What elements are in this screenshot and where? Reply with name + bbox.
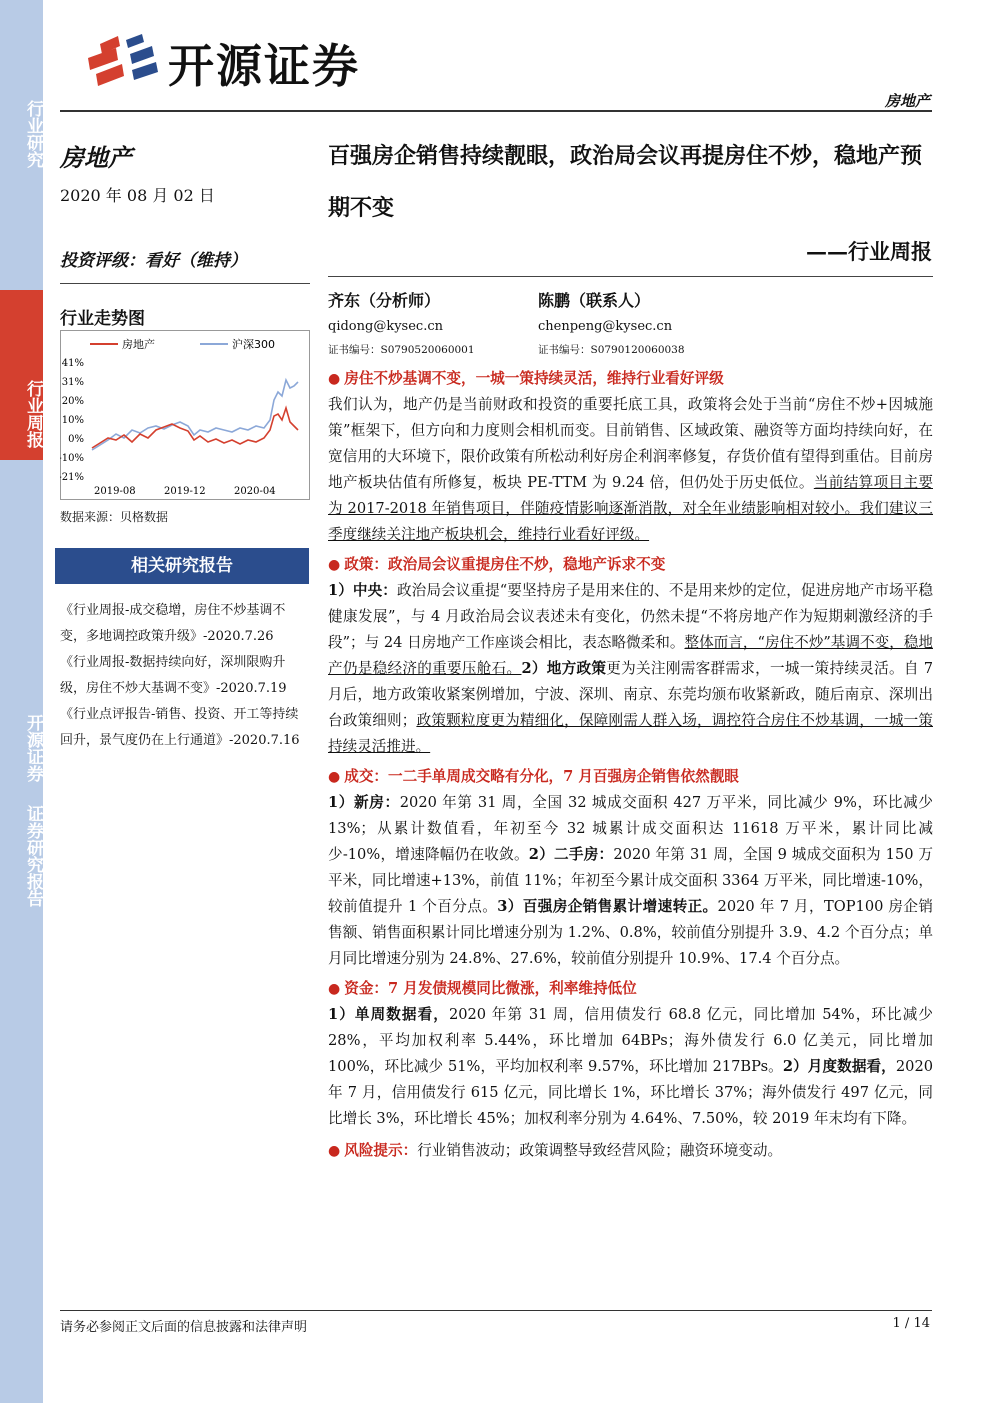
header-divider [60,110,932,112]
y-tick-label: 41% [61,358,84,369]
related-reports-title: 相关研究报告 [55,548,309,584]
report-date: 2020 年 08 月 02 日 [60,186,215,205]
sidebar-text-weekly: 行业周报 [23,380,43,448]
sidebar-text-research: 行业研究 [23,100,43,168]
rating-divider [60,283,310,284]
sidebar [0,0,43,1403]
analyst-cert: 证书编号：S0790120060038 [538,344,685,356]
series-line-estate [92,408,298,448]
bullet-icon: ● [328,371,341,387]
footer-divider [60,1310,932,1311]
analyst-cert: 证书编号：S0790520060001 [328,344,475,356]
y-tick-label: -10% [60,453,84,464]
analyst-name: 齐东（分析师） [328,291,441,310]
legend-label-hs300: 沪深300 [232,338,275,351]
related-report-item[interactable]: 《行业周报-成交稳增，房住不炒基调不变，多地调控政策升级》-2020.7.26 [60,603,286,644]
bullet-icon: ● [328,1143,341,1159]
related-reports-list [60,598,310,754]
section-heading: ● 资金：7 月发债规模同比微涨，利率维持低位 [328,980,637,997]
paragraph: 1）新房：2020 年第 31 周，全国 32 城成交面积 427 万平米，同比减少 9%，环比减少 13%；从累计数值看，年初至今 32 城累计成交面积达 11618 万平米，累计同比减少-10%，增速降幅仍在收敛。2）二手房：2020 年第 31 周，全国 9 城成交面积为 150 万平米，同比增速+13%，前值 11%；年初至今累计成交面积 3364 万平米，同比增速-10%，较前值提升 1 个百分点。3）百强房企销售累计增速转正。2020 年 7 月，TOP100 房企销售额、销售面积累计同比增速分别为 1.2%、0.8%，较前值分别提升 3.9、4.2 个百分点；单月同比增速分别为 24.8%、27.6%，较前值分别提升 10.9%、17.4 个百分点。 [328,794,933,967]
left-column [60,120,310,329]
related-report-item[interactable]: 《行业点评报告-销售、投资、开工等持续回升，景气度仍在上行通道》-2020.7.16 [60,707,300,748]
page-number: 1 / 14 [892,1316,930,1331]
analyst-name: 陈鹏（联系人） [538,291,651,310]
x-tick-label: 2020-04 [234,486,276,497]
y-tick-label: -21% [60,472,84,483]
report-title: 百强房企销售持续靓眼，政治局会议再提房住不炒，稳地产预期不变 [328,143,923,221]
industry-heading: 房地产 [60,143,132,172]
paragraph: 1）中央：政治局会议重提“要坚持房子是用来住的、不是用来炒的定位，促进房地产市场平稳健康发展”，与 4 月政治局会议表述未有变化，仍然未提“不将房地产作为短期刺激经济的手段”；与 24 日房地产工作座谈会相比，表态略微柔和。整体而言，“房住不炒”基调不变，稳地产仍是稳经济的重要压舱石。2）地方政策更为关注刚需客群需求，一城一策持续灵活。自 7 月后，地方政策收紧案例增加，宁波、深圳、南京、东莞均颁布收紧新政，随后南京、深圳出台政策细则；政策颗粒度更为精细化，保障刚需人群入场，调控符合房住不炒基调，一城一策持续灵活推进。 [328,582,934,755]
x-tick-label: 2019-12 [164,486,206,497]
section-heading: ● 成交：一二手单周成交略有分化，7 月百强房企销售依然靓眼 [328,768,739,785]
analyst-email[interactable]: qidong@kysec.cn [328,319,443,334]
bullet-icon: ● [328,769,341,785]
report-body [328,366,933,1168]
legend-label-estate: 房地产 [122,338,155,351]
section-heading: ● 政策：政治局会议重提房住不炒，稳地产诉求不变 [328,556,666,573]
paragraph: ● 风险提示：行业销售波动；政策调整导致经营风险；融资环境变动。 [328,1142,783,1159]
brand-name: 开源证券 [168,39,360,93]
brand-logo-icon [82,30,162,90]
sidebar-text-report: 证券研究报告 [23,805,43,907]
y-tick-label: 10% [61,415,84,426]
chart-frame [61,331,310,500]
related-report-item[interactable]: 《行业周报-数据持续向好，深圳限购升级，房住不炒大基调不变》-2020.7.19 [60,655,287,696]
sidebar-text-brand: 开源证券 [23,713,43,782]
bullet-icon: ● [328,981,341,997]
trend-chart [60,330,310,500]
y-tick-label: 0% [68,434,84,445]
paragraph: 我们认为，地产仍是当前财政和投资的重要托底工具，政策将会处于当前“房住不炒+因城施策”框架下，但方向和力度则会相机而变。目前销售、区域政策、融资等方面均持续向好，在宽信用的大环境下，限价政策有所松动利好房企利润率修复，存货价值有望得到重估。目前房地产板块估值有所修复，板块 PE-TTM 为 9.24 倍，但仍处于历史低位。当前结算项目主要为 2017-2018 年销售项目，伴随疫情影响逐渐消散，对全年业绩影响相对较小。我们建议三季度继续关注地产板块机会，维持行业看好评级。 [328,396,933,543]
trend-title: 行业走势图 [60,309,145,329]
industry-tag: 房地产 [884,92,930,110]
y-tick-label: 20% [61,396,84,407]
investment-rating: 投资评级：看好（维持） [60,251,247,271]
chart-source: 数据来源：贝格数据 [60,510,169,524]
analyst-2 [538,288,685,357]
paragraph: 1）单周数据看，2020 年第 31 周，信用债发行 68.8 亿元，同比增加 54%，环比减少 28%，平均加权利率 5.44%，环比增加 64BPs；海外债发行 6.0 亿美元，同比增加 100%，环比减少 51%，平均加权利率 9.57%，环比增加 217BPs。2）月度数据看，2020 年 7 月，信用债发行 615 亿元，同比增长 1%，环比增长 37%；海外债发行 497 亿元，同比增长 3%，环比增长 45%；加权利率分别为 4.64%、7.50%，较 2019 年末均有下降。 [328,1006,934,1127]
report-subtitle: ——行业周报 [806,239,932,264]
chart-legend [90,337,275,351]
analyst-email[interactable]: chenpeng@kysec.cn [538,319,673,334]
bullet-icon: ● [328,557,341,573]
title-divider [328,276,933,277]
section-heading: ● 房住不炒基调不变，一城一策持续灵活，维持行业看好评级 [328,370,724,387]
trend-chart-svg [60,330,310,500]
analyst-1 [328,288,475,357]
footer-disclaimer: 请务必参阅正文后面的信息披露和法律声明 [60,1320,308,1335]
y-tick-label: 31% [61,377,84,388]
x-tick-label: 2019-08 [94,486,136,497]
